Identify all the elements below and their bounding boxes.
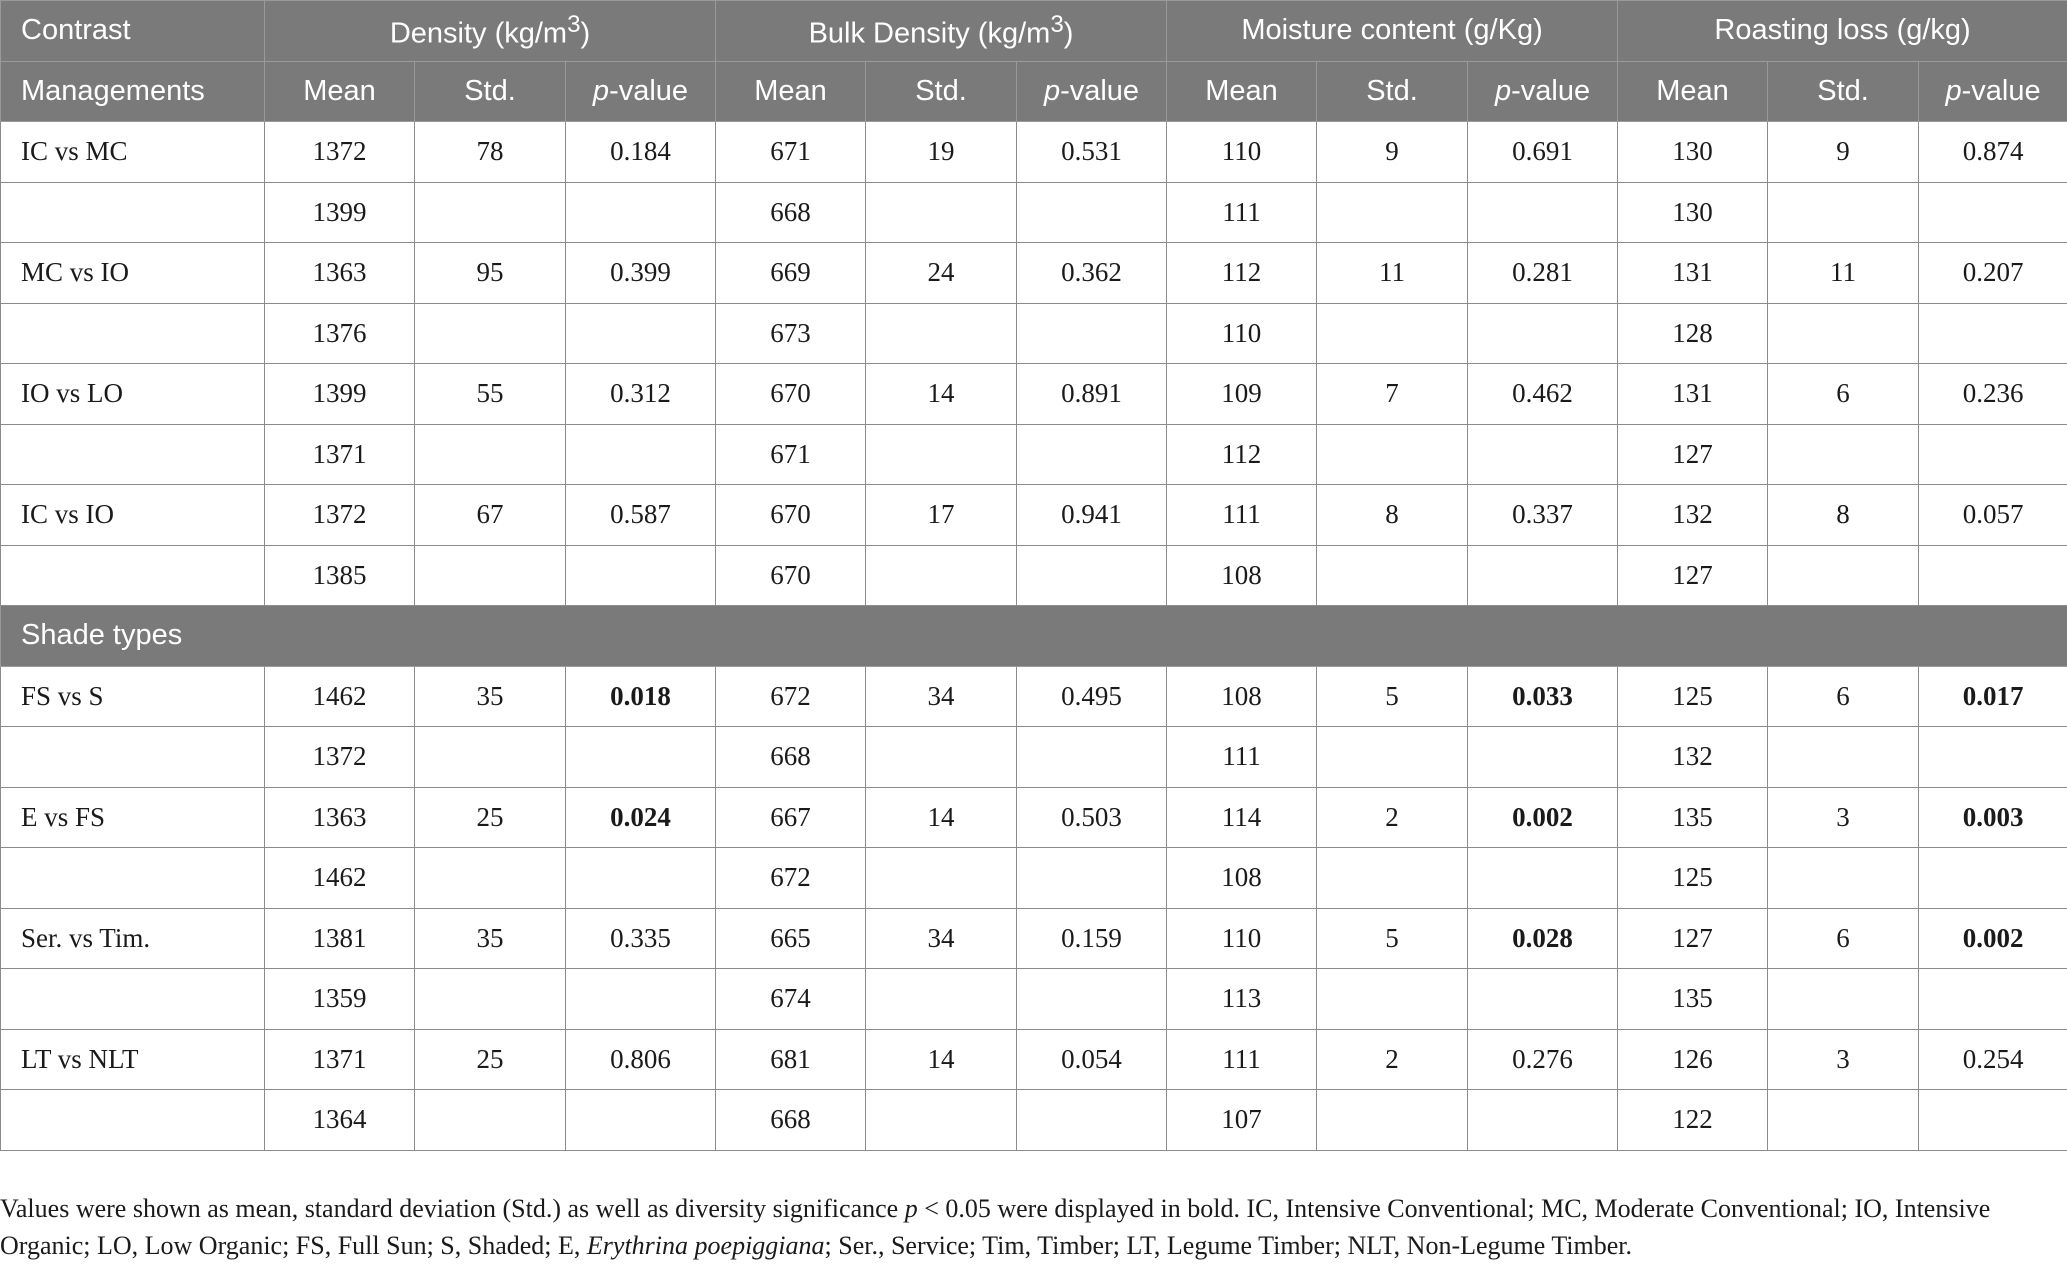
table-cell: 1372 — [265, 485, 415, 546]
table-cell: 665 — [716, 908, 866, 969]
table-row — [1, 485, 2067, 546]
table-cell: 0.587 — [566, 485, 716, 546]
table-cell: 0.207 — [1919, 243, 2067, 304]
table-row — [1, 1090, 2067, 1151]
contrast-label: IC vs MC — [1, 122, 265, 183]
table-cell: 1372 — [265, 122, 415, 183]
table-cell: 14 — [866, 787, 1017, 848]
table-cell — [866, 1090, 1017, 1151]
table-cell: 0.281 — [1468, 243, 1618, 304]
table-cell — [1317, 303, 1468, 364]
table-cell: 110 — [1167, 303, 1317, 364]
table-cell: 24 — [866, 243, 1017, 304]
table-cell — [1768, 969, 1919, 1030]
table-cell: 1381 — [265, 908, 415, 969]
table-cell — [566, 1090, 716, 1151]
contrast-label — [1, 182, 265, 243]
table-row — [1, 243, 2067, 304]
table-cell — [1017, 545, 1167, 606]
header-p-value: p-value — [1919, 61, 2067, 122]
contrast-label: IO vs LO — [1, 364, 265, 425]
table-cell: 0.337 — [1468, 485, 1618, 546]
table-cell — [1919, 303, 2067, 364]
table-cell: 122 — [1618, 1090, 1768, 1151]
table-cell: 0.254 — [1919, 1029, 2067, 1090]
table-cell: 111 — [1167, 1029, 1317, 1090]
table-cell — [1919, 848, 2067, 909]
table-cell: 112 — [1167, 243, 1317, 304]
table-cell: 0.503 — [1017, 787, 1167, 848]
header-density: Density $(kg/m^3)$ — [265, 1, 716, 62]
table-cell — [1468, 182, 1618, 243]
header-mean: Mean — [1618, 61, 1768, 122]
table-cell — [566, 182, 716, 243]
contrast-label — [1, 969, 265, 1030]
table-cell: 109 — [1167, 364, 1317, 425]
table-cell: 8 — [1768, 485, 1919, 546]
table-cell: 0.184 — [566, 122, 716, 183]
table-cell — [1919, 424, 2067, 485]
contrast-label: MC vs IO — [1, 243, 265, 304]
table-cell: 132 — [1618, 485, 1768, 546]
table-cell: 11 — [1768, 243, 1919, 304]
table-cell: 0.276 — [1468, 1029, 1618, 1090]
table-cell — [566, 424, 716, 485]
table-cell — [566, 545, 716, 606]
table-cell: 3 — [1768, 1029, 1919, 1090]
table-cell: 1385 — [265, 545, 415, 606]
table-cell: 674 — [716, 969, 866, 1030]
table-cell: 0.806 — [566, 1029, 716, 1090]
table-cell: 0.941 — [1017, 485, 1167, 546]
table-row — [1, 424, 2067, 485]
table-cell: 1363 — [265, 787, 415, 848]
table-cell: 0.462 — [1468, 364, 1618, 425]
table-cell: 1359 — [265, 969, 415, 1030]
table-cell — [1468, 545, 1618, 606]
table-cell: 113 — [1167, 969, 1317, 1030]
table-cell: 1376 — [265, 303, 415, 364]
table-cell: 0.312 — [566, 364, 716, 425]
table-cell: 126 — [1618, 1029, 1768, 1090]
table-cell: 5 — [1317, 908, 1468, 969]
table-cell: 1372 — [265, 727, 415, 788]
table-cell — [1468, 727, 1618, 788]
table-cell: 0.018 — [566, 666, 716, 727]
table-cell — [1768, 424, 1919, 485]
table-cell: 111 — [1167, 182, 1317, 243]
table-cell: 131 — [1618, 364, 1768, 425]
table-footnote: Values were shown as mean, standard deviation (Std.) as well as diversity significance p < 0.05 were displayed in bold. IC, Intensive Conventional; MC, Moderate Conventional; IO, Intensive Organic; LO, Low Organic; FS, Full Sun; S, Shaded; E, Erythrina poepiggiana; Ser., Service; Tim, Timber; LT, Legume Timber; NLT, Non-Legume Timber. — [0, 1194, 1991, 1260]
contrast-label — [1, 303, 265, 364]
table-cell — [415, 303, 566, 364]
contrast-label: IC vs IO — [1, 485, 265, 546]
table-cell — [415, 1090, 566, 1151]
table-row — [1, 908, 2067, 969]
table-cell: 671 — [716, 424, 866, 485]
table-row — [1, 303, 2067, 364]
header-p-value: p-value — [1017, 61, 1167, 122]
table-cell — [1919, 969, 2067, 1030]
table-cell: 35 — [415, 908, 566, 969]
table-cell: 0.236 — [1919, 364, 2067, 425]
table-cell: 6 — [1768, 908, 1919, 969]
table-cell: 5 — [1317, 666, 1468, 727]
table-cell: 34 — [866, 666, 1017, 727]
table-cell — [1317, 424, 1468, 485]
header-bulk-density: Bulk Density $(kg/m^3)$ — [716, 1, 1167, 62]
table-cell — [415, 182, 566, 243]
table-cell: 0.024 — [566, 787, 716, 848]
table-cell: 127 — [1618, 424, 1768, 485]
table-cell — [566, 727, 716, 788]
table-cell: 0.033 — [1468, 666, 1618, 727]
table-cell — [415, 545, 566, 606]
table-cell: 0.028 — [1468, 908, 1618, 969]
table-cell: 6 — [1768, 364, 1919, 425]
table-cell — [866, 182, 1017, 243]
table-cell — [1768, 545, 1919, 606]
table-row — [1, 364, 2067, 425]
table-cell: 3 — [1768, 787, 1919, 848]
contrast-label: FS vs S — [1, 666, 265, 727]
table-cell — [1768, 182, 1919, 243]
table-cell: 671 — [716, 122, 866, 183]
table-cell: 128 — [1618, 303, 1768, 364]
table-cell: 1371 — [265, 424, 415, 485]
table-cell — [1768, 303, 1919, 364]
table-cell — [1017, 727, 1167, 788]
table-cell: 107 — [1167, 1090, 1317, 1151]
table-cell: 668 — [716, 727, 866, 788]
table-cell — [1919, 1090, 2067, 1151]
table-cell: 112 — [1167, 424, 1317, 485]
table-cell — [866, 545, 1017, 606]
table-cell — [1768, 727, 1919, 788]
table-cell — [566, 848, 716, 909]
contrast-label: LT vs NLT — [1, 1029, 265, 1090]
contrast-label — [1, 848, 265, 909]
table-row — [1, 848, 2067, 909]
contrast-label — [1, 727, 265, 788]
table-cell: 667 — [716, 787, 866, 848]
table-row — [1, 787, 2067, 848]
table-row — [1, 122, 2067, 183]
table-cell — [1768, 1090, 1919, 1151]
table-cell: 78 — [415, 122, 566, 183]
table-cell — [1317, 848, 1468, 909]
table-cell: 35 — [415, 666, 566, 727]
table-row — [1, 182, 2067, 243]
header-std: Std. — [866, 61, 1017, 122]
table-cell: 0.159 — [1017, 908, 1167, 969]
table-cell: 0.017 — [1919, 666, 2067, 727]
table-cell: 125 — [1618, 848, 1768, 909]
table-cell: 110 — [1167, 908, 1317, 969]
table-cell — [1468, 303, 1618, 364]
table-cell — [1468, 424, 1618, 485]
contrast-label — [1, 424, 265, 485]
table-cell: 135 — [1618, 787, 1768, 848]
table-row — [1, 666, 2067, 727]
table-cell: 67 — [415, 485, 566, 546]
table-cell — [1919, 182, 2067, 243]
section-header-row — [1, 606, 2067, 667]
table-cell: 11 — [1317, 243, 1468, 304]
header-row-groups — [1, 1, 2067, 62]
table-cell — [1017, 969, 1167, 1030]
table-row — [1, 1029, 2067, 1090]
table-cell: 127 — [1618, 908, 1768, 969]
table-cell: 17 — [866, 485, 1017, 546]
table-cell: 1462 — [265, 848, 415, 909]
table-cell — [866, 303, 1017, 364]
table-cell — [1468, 848, 1618, 909]
table-cell — [1017, 303, 1167, 364]
contrast-label — [1, 545, 265, 606]
header-mean: Mean — [716, 61, 866, 122]
table-cell: 111 — [1167, 485, 1317, 546]
table-cell — [1919, 545, 2067, 606]
table-cell: 681 — [716, 1029, 866, 1090]
table-cell: 130 — [1618, 182, 1768, 243]
table-cell: 1371 — [265, 1029, 415, 1090]
table-cell: 1363 — [265, 243, 415, 304]
table-cell: 110 — [1167, 122, 1317, 183]
table-cell — [1017, 1090, 1167, 1151]
table-cell: 0.002 — [1468, 787, 1618, 848]
table-cell — [1017, 424, 1167, 485]
contrast-label: E vs FS — [1, 787, 265, 848]
table-cell: 127 — [1618, 545, 1768, 606]
table-cell — [1317, 182, 1468, 243]
header-mean: Mean — [265, 61, 415, 122]
header-contrast: Contrast — [1, 1, 265, 62]
table-cell — [1317, 545, 1468, 606]
table-cell — [1768, 848, 1919, 909]
table-cell: 0.335 — [566, 908, 716, 969]
table-cell: 0.531 — [1017, 122, 1167, 183]
table-cell: 0.495 — [1017, 666, 1167, 727]
table-cell — [1017, 848, 1167, 909]
table-cell: 672 — [716, 848, 866, 909]
table-cell: 0.399 — [566, 243, 716, 304]
table-cell — [1017, 182, 1167, 243]
table-cell: 8 — [1317, 485, 1468, 546]
table-cell: 25 — [415, 787, 566, 848]
table-cell: 0.054 — [1017, 1029, 1167, 1090]
table-cell — [1468, 1090, 1618, 1151]
table-cell: 6 — [1768, 666, 1919, 727]
table-cell: 2 — [1317, 787, 1468, 848]
table-cell: 670 — [716, 364, 866, 425]
table-cell: 673 — [716, 303, 866, 364]
table-cell: 9 — [1768, 122, 1919, 183]
table-cell: 111 — [1167, 727, 1317, 788]
table-cell: 670 — [716, 545, 866, 606]
table-cell — [1317, 1090, 1468, 1151]
table-cell — [415, 848, 566, 909]
table-cell: 668 — [716, 1090, 866, 1151]
table-cell: 108 — [1167, 848, 1317, 909]
table-cell: 131 — [1618, 243, 1768, 304]
table-cell — [866, 848, 1017, 909]
table-body — [1, 122, 2067, 1151]
header-roasting-loss: Roasting loss (g/kg) — [1618, 1, 2067, 62]
table-row — [1, 969, 2067, 1030]
table-cell: 114 — [1167, 787, 1317, 848]
table-cell: 7 — [1317, 364, 1468, 425]
table-cell — [566, 303, 716, 364]
header-std: Std. — [415, 61, 566, 122]
table-cell — [415, 969, 566, 1030]
header-managements: Managements — [1, 61, 265, 122]
table-cell: 0.003 — [1919, 787, 2067, 848]
table-cell — [866, 424, 1017, 485]
table-cell: 1462 — [265, 666, 415, 727]
table-cell: 55 — [415, 364, 566, 425]
table-cell: 108 — [1167, 545, 1317, 606]
table-cell — [866, 727, 1017, 788]
table-row — [1, 727, 2067, 788]
table-cell — [1468, 969, 1618, 1030]
header-p-value: p-value — [566, 61, 716, 122]
table-cell: 132 — [1618, 727, 1768, 788]
table-cell: 108 — [1167, 666, 1317, 727]
table-cell: 668 — [716, 182, 866, 243]
table-cell: 0.002 — [1919, 908, 2067, 969]
table-cell — [566, 969, 716, 1030]
table-cell: 9 — [1317, 122, 1468, 183]
table-cell: 0.691 — [1468, 122, 1618, 183]
table-row — [1, 545, 2067, 606]
table-cell: 14 — [866, 364, 1017, 425]
table-cell: 0.362 — [1017, 243, 1167, 304]
section-title: Shade types — [1, 606, 2067, 667]
table-cell: 14 — [866, 1029, 1017, 1090]
table-cell: 2 — [1317, 1029, 1468, 1090]
table-cell — [866, 969, 1017, 1030]
table-cell: 130 — [1618, 122, 1768, 183]
header-row-sub — [1, 61, 2067, 122]
table-cell: 135 — [1618, 969, 1768, 1030]
table-cell: 19 — [866, 122, 1017, 183]
header-p-value: p-value — [1468, 61, 1618, 122]
table-cell — [1317, 727, 1468, 788]
table-cell: 1399 — [265, 182, 415, 243]
table-cell: 1364 — [265, 1090, 415, 1151]
table-cell: 25 — [415, 1029, 566, 1090]
table-cell: 34 — [866, 908, 1017, 969]
table-cell — [1919, 727, 2067, 788]
header-mean: Mean — [1167, 61, 1317, 122]
table-cell: 669 — [716, 243, 866, 304]
table-cell: 670 — [716, 485, 866, 546]
table-cell — [415, 424, 566, 485]
table-cell: 0.874 — [1919, 122, 2067, 183]
header-std: Std. — [1317, 61, 1468, 122]
header-std: Std. — [1768, 61, 1919, 122]
table-cell — [415, 727, 566, 788]
table-cell: 1399 — [265, 364, 415, 425]
table-cell — [1317, 969, 1468, 1030]
table-cell: 95 — [415, 243, 566, 304]
table-cell: 0.057 — [1919, 485, 2067, 546]
table-cell: 0.891 — [1017, 364, 1167, 425]
contrast-label — [1, 1090, 265, 1151]
header-moisture-content: Moisture content (g/Kg) — [1167, 1, 1618, 62]
table-cell: 672 — [716, 666, 866, 727]
table-cell: 125 — [1618, 666, 1768, 727]
contrast-label: Ser. vs Tim. — [1, 908, 265, 969]
